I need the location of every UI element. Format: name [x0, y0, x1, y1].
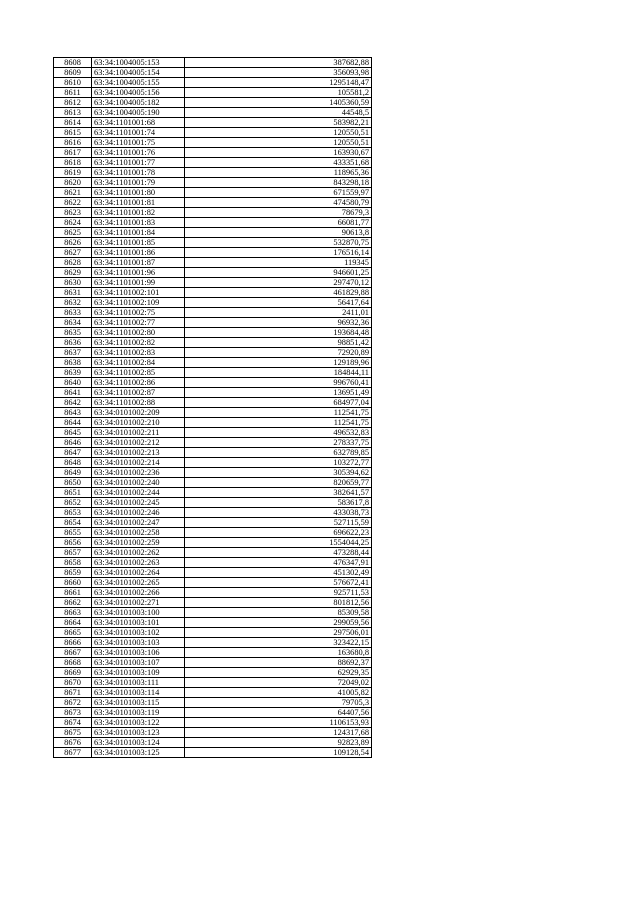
table-row: [54, 198, 372, 208]
table-row: [54, 708, 372, 718]
cadastral-number-cell: 63:34:1101002:80: [92, 328, 185, 338]
table-row: [54, 248, 372, 258]
table-row: [54, 398, 372, 408]
value-cell: 176516,14: [185, 248, 372, 258]
row-number-cell: 8639: [54, 368, 92, 378]
table-row: [54, 308, 372, 318]
cadastral-number-cell: 63:34:0101003:101: [92, 618, 185, 628]
table-row: [54, 78, 372, 88]
value-cell: 278337,75: [185, 438, 372, 448]
row-number-cell: 8609: [54, 68, 92, 78]
value-cell: 112541,75: [185, 418, 372, 428]
value-cell: 473288,44: [185, 548, 372, 558]
row-number-cell: 8656: [54, 538, 92, 548]
table-row: [54, 88, 372, 98]
table-row: [54, 528, 372, 538]
cadastral-number-cell: 63:34:0101002:209: [92, 408, 185, 418]
table-row: [54, 108, 372, 118]
cadastral-number-cell: 63:34:1101002:86: [92, 378, 185, 388]
cadastral-number-cell: 63:34:1101002:75: [92, 308, 185, 318]
table-row: [54, 598, 372, 608]
value-cell: 78679,3: [185, 208, 372, 218]
row-number-cell: 8671: [54, 688, 92, 698]
value-cell: 671559,97: [185, 188, 372, 198]
row-number-cell: 8658: [54, 558, 92, 568]
table-row: [54, 498, 372, 508]
table-row: [54, 568, 372, 578]
value-cell: 297470,12: [185, 278, 372, 288]
row-number-cell: 8660: [54, 578, 92, 588]
cadastral-number-cell: 63:34:0101003:107: [92, 658, 185, 668]
table-row: [54, 288, 372, 298]
value-cell: 85309,58: [185, 608, 372, 618]
cadastral-number-cell: 63:34:1101001:81: [92, 198, 185, 208]
row-number-cell: 8653: [54, 508, 92, 518]
row-number-cell: 8612: [54, 98, 92, 108]
value-cell: 105581,2: [185, 88, 372, 98]
value-cell: 44548,5: [185, 108, 372, 118]
table-row: [54, 278, 372, 288]
row-number-cell: 8675: [54, 728, 92, 738]
row-number-cell: 8668: [54, 658, 92, 668]
cadastral-number-cell: 63:34:1101002:82: [92, 338, 185, 348]
value-cell: 299059,56: [185, 618, 372, 628]
value-cell: 96932,36: [185, 318, 372, 328]
row-number-cell: 8674: [54, 718, 92, 728]
table-row: [54, 588, 372, 598]
value-cell: 496532,83: [185, 428, 372, 438]
row-number-cell: 8617: [54, 148, 92, 158]
row-number-cell: 8615: [54, 128, 92, 138]
row-number-cell: 8625: [54, 228, 92, 238]
value-cell: 297506,01: [185, 628, 372, 638]
value-cell: 1295148,47: [185, 78, 372, 88]
value-cell: 476347,91: [185, 558, 372, 568]
table-row: [54, 538, 372, 548]
value-cell: 632789,85: [185, 448, 372, 458]
table-row: [54, 558, 372, 568]
value-cell: 109128,54: [185, 748, 372, 758]
cadastral-number-cell: 63:34:1101001:96: [92, 268, 185, 278]
row-number-cell: 8662: [54, 598, 92, 608]
row-number-cell: 8611: [54, 88, 92, 98]
row-number-cell: 8635: [54, 328, 92, 338]
table-row: [54, 338, 372, 348]
cadastral-number-cell: 63:34:1101002:77: [92, 318, 185, 328]
row-number-cell: 8634: [54, 318, 92, 328]
table-row: [54, 668, 372, 678]
row-number-cell: 8661: [54, 588, 92, 598]
table-row: [54, 158, 372, 168]
cadastral-number-cell: 63:34:0101002:244: [92, 488, 185, 498]
table-row: [54, 178, 372, 188]
table-row: [54, 368, 372, 378]
value-cell: 527115,59: [185, 518, 372, 528]
cadastral-number-cell: 63:34:1101001:78: [92, 168, 185, 178]
table-row: [54, 688, 372, 698]
table-row: [54, 748, 372, 758]
cadastral-number-cell: 63:34:0101002:212: [92, 438, 185, 448]
row-number-cell: 8641: [54, 388, 92, 398]
value-cell: 184844,11: [185, 368, 372, 378]
cadastral-number-cell: 63:34:0101002:211: [92, 428, 185, 438]
cadastral-number-cell: 63:34:0101002:271: [92, 598, 185, 608]
value-cell: 90613,8: [185, 228, 372, 238]
table-row: [54, 318, 372, 328]
table-row: [54, 68, 372, 78]
table-row: [54, 428, 372, 438]
cadastral-number-cell: 63:34:0101003:111: [92, 678, 185, 688]
row-number-cell: 8664: [54, 618, 92, 628]
cadastral-number-cell: 63:34:1101002:88: [92, 398, 185, 408]
cadastral-number-cell: 63:34:0101003:102: [92, 628, 185, 638]
table-row: [54, 208, 372, 218]
cadastral-number-cell: 63:34:1101001:79: [92, 178, 185, 188]
row-number-cell: 8655: [54, 528, 92, 538]
cadastral-number-cell: 63:34:0101002:214: [92, 458, 185, 468]
row-number-cell: 8608: [54, 58, 92, 68]
cadastral-number-cell: 63:34:0101003:123: [92, 728, 185, 738]
table-row: [54, 408, 372, 418]
row-number-cell: 8666: [54, 638, 92, 648]
row-number-cell: 8618: [54, 158, 92, 168]
table-row: [54, 358, 372, 368]
table-row: [54, 128, 372, 138]
cadastral-number-cell: 63:34:0101002:263: [92, 558, 185, 568]
cadastral-number-cell: 63:34:0101002:247: [92, 518, 185, 528]
value-cell: 305394,62: [185, 468, 372, 478]
row-number-cell: 8638: [54, 358, 92, 368]
value-cell: 98851,42: [185, 338, 372, 348]
row-number-cell: 8631: [54, 288, 92, 298]
row-number-cell: 8643: [54, 408, 92, 418]
cadastral-number-cell: 63:34:0101002:210: [92, 418, 185, 428]
cadastral-number-cell: 63:34:0101002:240: [92, 478, 185, 488]
table-row: [54, 678, 372, 688]
cadastral-number-cell: 63:34:1101001:68: [92, 118, 185, 128]
value-cell: 118965,36: [185, 168, 372, 178]
cadastral-number-cell: 63:34:0101002:264: [92, 568, 185, 578]
cadastral-number-cell: 63:34:1101001:84: [92, 228, 185, 238]
cadastral-number-cell: 63:34:0101002:245: [92, 498, 185, 508]
cadastral-number-cell: 63:34:0101002:246: [92, 508, 185, 518]
row-number-cell: 8672: [54, 698, 92, 708]
row-number-cell: 8645: [54, 428, 92, 438]
row-number-cell: 8648: [54, 458, 92, 468]
table-row: [54, 648, 372, 658]
value-cell: 112541,75: [185, 408, 372, 418]
value-cell: 41005,82: [185, 688, 372, 698]
cadastral-number-cell: 63:34:1101001:76: [92, 148, 185, 158]
row-number-cell: 8632: [54, 298, 92, 308]
row-number-cell: 8610: [54, 78, 92, 88]
row-number-cell: 8616: [54, 138, 92, 148]
cadastral-number-cell: 63:34:0101003:115: [92, 698, 185, 708]
table-row: [54, 118, 372, 128]
row-number-cell: 8646: [54, 438, 92, 448]
value-cell: 72049,02: [185, 678, 372, 688]
value-cell: 88692,37: [185, 658, 372, 668]
value-cell: 576672,41: [185, 578, 372, 588]
value-cell: 382641,57: [185, 488, 372, 498]
cadastral-number-cell: 63:34:1004005:182: [92, 98, 185, 108]
value-cell: 1554044,25: [185, 538, 372, 548]
cadastral-number-cell: 63:34:1101001:80: [92, 188, 185, 198]
row-number-cell: 8637: [54, 348, 92, 358]
row-number-cell: 8628: [54, 258, 92, 268]
value-cell: 1405360,59: [185, 98, 372, 108]
value-cell: 820659,77: [185, 478, 372, 488]
row-number-cell: 8657: [54, 548, 92, 558]
row-number-cell: 8644: [54, 418, 92, 428]
row-number-cell: 8642: [54, 398, 92, 408]
table-row: [54, 508, 372, 518]
cadastral-number-cell: 63:34:0101003:125: [92, 748, 185, 758]
row-number-cell: 8622: [54, 198, 92, 208]
value-cell: 193684,48: [185, 328, 372, 338]
row-number-cell: 8624: [54, 218, 92, 228]
value-cell: 119345: [185, 258, 372, 268]
cadastral-number-cell: 63:34:0101002:213: [92, 448, 185, 458]
row-number-cell: 8621: [54, 188, 92, 198]
table-row: [54, 378, 372, 388]
table-row: [54, 58, 372, 68]
cadastral-number-cell: 63:34:1004005:190: [92, 108, 185, 118]
value-cell: 2411,01: [185, 308, 372, 318]
value-cell: 996760,41: [185, 378, 372, 388]
row-number-cell: 8663: [54, 608, 92, 618]
table-body: [54, 58, 372, 758]
cadastral-number-cell: 63:34:1101001:75: [92, 138, 185, 148]
cadastral-number-cell: 63:34:1101001:82: [92, 208, 185, 218]
cadastral-number-cell: 63:34:0101002:236: [92, 468, 185, 478]
row-number-cell: 8627: [54, 248, 92, 258]
table-row: [54, 578, 372, 588]
table-row: [54, 618, 372, 628]
cadastral-number-cell: 63:34:1004005:153: [92, 58, 185, 68]
value-cell: 120550,51: [185, 138, 372, 148]
cadastral-number-cell: 63:34:0101003:109: [92, 668, 185, 678]
table-row: [54, 328, 372, 338]
value-cell: 79705,3: [185, 698, 372, 708]
cadastral-number-cell: 63:34:0101002:265: [92, 578, 185, 588]
table-row: [54, 638, 372, 648]
table-row: [54, 518, 372, 528]
row-number-cell: 8667: [54, 648, 92, 658]
table-row: [54, 438, 372, 448]
table-row: [54, 738, 372, 748]
table-row: [54, 718, 372, 728]
cadastral-number-cell: 63:34:0101003:100: [92, 608, 185, 618]
cadastral-number-cell: 63:34:1101001:77: [92, 158, 185, 168]
value-cell: 72920,89: [185, 348, 372, 358]
row-number-cell: 8629: [54, 268, 92, 278]
value-cell: 92823,89: [185, 738, 372, 748]
table-row: [54, 148, 372, 158]
row-number-cell: 8626: [54, 238, 92, 248]
row-number-cell: 8647: [54, 448, 92, 458]
value-cell: 925711,53: [185, 588, 372, 598]
cadastral-number-cell: 63:34:0101003:106: [92, 648, 185, 658]
value-cell: 461829,88: [185, 288, 372, 298]
table-row: [54, 628, 372, 638]
cadastral-number-cell: 63:34:1101002:84: [92, 358, 185, 368]
table-row: [54, 488, 372, 498]
cadastral-number-cell: 63:34:0101003:119: [92, 708, 185, 718]
cadastral-number-cell: 63:34:1101002:85: [92, 368, 185, 378]
row-number-cell: 8673: [54, 708, 92, 718]
table-row: [54, 418, 372, 428]
data-table: [53, 57, 372, 758]
row-number-cell: 8614: [54, 118, 92, 128]
table-row: [54, 478, 372, 488]
row-number-cell: 8676: [54, 738, 92, 748]
row-number-cell: 8619: [54, 168, 92, 178]
value-cell: 66081,77: [185, 218, 372, 228]
table-row: [54, 388, 372, 398]
cadastral-number-cell: 63:34:1101002:109: [92, 298, 185, 308]
cadastral-number-cell: 63:34:0101003:122: [92, 718, 185, 728]
value-cell: 136951,49: [185, 388, 372, 398]
table-row: [54, 168, 372, 178]
value-cell: 124317,68: [185, 728, 372, 738]
cadastral-number-cell: 63:34:1101002:83: [92, 348, 185, 358]
cadastral-number-cell: 63:34:1101001:87: [92, 258, 185, 268]
row-number-cell: 8677: [54, 748, 92, 758]
value-cell: 163680,8: [185, 648, 372, 658]
value-cell: 583617,8: [185, 498, 372, 508]
row-number-cell: 8623: [54, 208, 92, 218]
value-cell: 946601,25: [185, 268, 372, 278]
cadastral-number-cell: 63:34:0101003:114: [92, 688, 185, 698]
value-cell: 684977,04: [185, 398, 372, 408]
row-number-cell: 8633: [54, 308, 92, 318]
row-number-cell: 8670: [54, 678, 92, 688]
cadastral-number-cell: 63:34:1004005:154: [92, 68, 185, 78]
table-row: [54, 548, 372, 558]
cadastral-number-cell: 63:34:1101001:86: [92, 248, 185, 258]
value-cell: 583982,21: [185, 118, 372, 128]
row-number-cell: 8665: [54, 628, 92, 638]
value-cell: 433038,73: [185, 508, 372, 518]
value-cell: 129189,96: [185, 358, 372, 368]
cadastral-number-cell: 63:34:1004005:156: [92, 88, 185, 98]
cadastral-number-cell: 63:34:1101002:87: [92, 388, 185, 398]
row-number-cell: 8613: [54, 108, 92, 118]
value-cell: 103272,77: [185, 458, 372, 468]
value-cell: 474580,79: [185, 198, 372, 208]
table-row: [54, 458, 372, 468]
cadastral-number-cell: 63:34:0101002:258: [92, 528, 185, 538]
table-row: [54, 228, 372, 238]
table-row: [54, 608, 372, 618]
value-cell: 163930,67: [185, 148, 372, 158]
value-cell: 356093,98: [185, 68, 372, 78]
row-number-cell: 8640: [54, 378, 92, 388]
value-cell: 1106153,93: [185, 718, 372, 728]
row-number-cell: 8652: [54, 498, 92, 508]
value-cell: 532870,75: [185, 238, 372, 248]
value-cell: 433351,68: [185, 158, 372, 168]
row-number-cell: 8649: [54, 468, 92, 478]
cadastral-number-cell: 63:34:1101001:83: [92, 218, 185, 228]
cadastral-number-cell: 63:34:0101003:124: [92, 738, 185, 748]
cadastral-number-cell: 63:34:0101002:259: [92, 538, 185, 548]
value-cell: 451302,49: [185, 568, 372, 578]
table-row: [54, 258, 372, 268]
value-cell: 56417,64: [185, 298, 372, 308]
cadastral-number-cell: 63:34:1101002:101: [92, 288, 185, 298]
value-cell: 323422,15: [185, 638, 372, 648]
cadastral-number-cell: 63:34:0101003:103: [92, 638, 185, 648]
table-row: [54, 268, 372, 278]
table-row: [54, 448, 372, 458]
value-cell: 801812,56: [185, 598, 372, 608]
row-number-cell: 8654: [54, 518, 92, 528]
table-row: [54, 348, 372, 358]
table-row: [54, 138, 372, 148]
value-cell: 120550,51: [185, 128, 372, 138]
table-row: [54, 658, 372, 668]
row-number-cell: 8651: [54, 488, 92, 498]
row-number-cell: 8630: [54, 278, 92, 288]
row-number-cell: 8620: [54, 178, 92, 188]
table-row: [54, 468, 372, 478]
table-row: [54, 188, 372, 198]
table-row: [54, 728, 372, 738]
value-cell: 64407,56: [185, 708, 372, 718]
row-number-cell: 8669: [54, 668, 92, 678]
row-number-cell: 8636: [54, 338, 92, 348]
row-number-cell: 8650: [54, 478, 92, 488]
value-cell: 387682,88: [185, 58, 372, 68]
table-row: [54, 218, 372, 228]
table-row: [54, 98, 372, 108]
value-cell: 62929,35: [185, 668, 372, 678]
cadastral-number-cell: 63:34:1004005:155: [92, 78, 185, 88]
cadastral-number-cell: 63:34:1101001:85: [92, 238, 185, 248]
table-row: [54, 238, 372, 248]
table-row: [54, 698, 372, 708]
cadastral-number-cell: 63:34:1101001:99: [92, 278, 185, 288]
row-number-cell: 8659: [54, 568, 92, 578]
cadastral-number-cell: 63:34:0101002:266: [92, 588, 185, 598]
cadastral-number-cell: 63:34:0101002:262: [92, 548, 185, 558]
value-cell: 843298,18: [185, 178, 372, 188]
value-cell: 696622,23: [185, 528, 372, 538]
cadastral-number-cell: 63:34:1101001:74: [92, 128, 185, 138]
table-row: [54, 298, 372, 308]
